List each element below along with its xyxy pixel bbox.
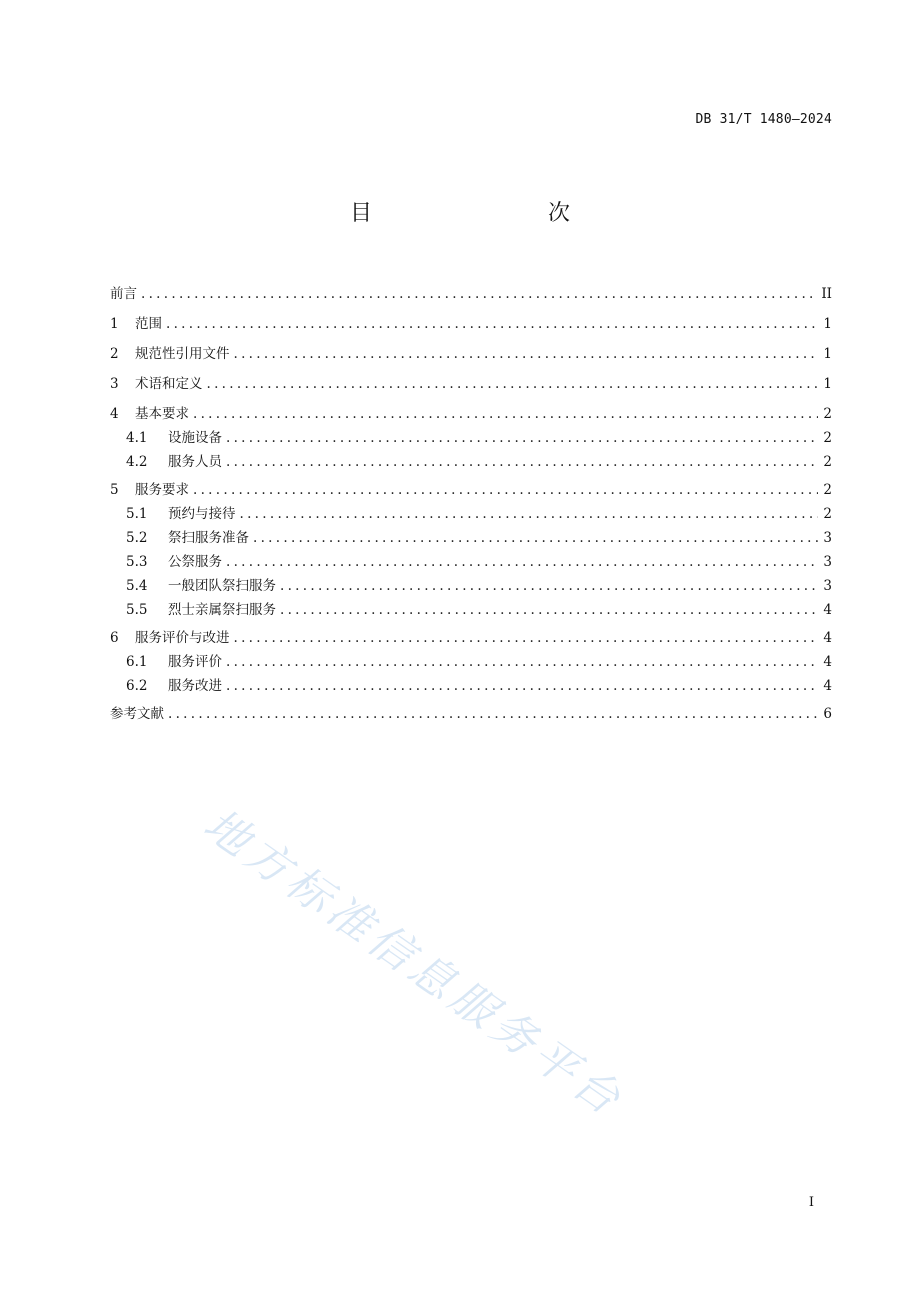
- toc-entry-number: 1: [110, 316, 119, 332]
- toc-leader-dots: [280, 602, 818, 618]
- toc-entry-basic-requirements[interactable]: [110, 402, 832, 422]
- toc-entry-label: 基本要求: [135, 406, 189, 422]
- toc-entry-label: 参考文献: [110, 706, 164, 722]
- toc-entry-page: 3: [823, 578, 832, 594]
- toc-entry-page: 3: [823, 554, 832, 570]
- toc-entry-page: 2: [823, 506, 832, 522]
- toc-leader-dots: [226, 654, 818, 670]
- toc-entry-label: 服务人员: [168, 454, 222, 470]
- toc-entry-terms-definitions[interactable]: [110, 372, 832, 392]
- toc-leader-dots: [207, 376, 819, 392]
- page-title: 目 次: [349, 201, 614, 226]
- standard-number: DB 31/T 1480—2024: [695, 112, 832, 127]
- toc-entry-page: 2: [823, 482, 832, 498]
- toc-entry-number: 3: [110, 376, 119, 392]
- toc-entry-family-service[interactable]: [110, 598, 832, 618]
- toc-entry-bibliography[interactable]: [110, 702, 832, 722]
- toc-entry-number: 4.2: [126, 454, 148, 470]
- toc-entry-label: 预约与接待: [168, 506, 236, 522]
- toc-entry-number: 4.1: [126, 430, 148, 446]
- page-number: I: [808, 1195, 814, 1210]
- toc-leader-dots: [240, 506, 819, 522]
- toc-entry-service-requirements[interactable]: [110, 478, 832, 498]
- toc-entry-page: II: [821, 286, 832, 302]
- toc-entry-label: 范围: [135, 316, 162, 332]
- toc-entry-number: 5.5: [126, 602, 148, 618]
- toc-entry-page: 2: [823, 454, 832, 470]
- toc-entry-public-memorial[interactable]: [110, 550, 832, 570]
- toc-leader-dots: [253, 530, 818, 546]
- toc-entry-label: 一般团队祭扫服务: [168, 578, 276, 594]
- toc-entry-label: 烈士亲属祭扫服务: [168, 602, 276, 618]
- toc-leader-dots: [226, 430, 818, 446]
- toc-leader-dots: [193, 482, 818, 498]
- toc-entry-label: 服务要求: [135, 482, 189, 498]
- toc-entry-number: 6.1: [126, 654, 148, 670]
- toc-leader-dots: [226, 678, 818, 694]
- toc-leader-dots: [226, 554, 818, 570]
- toc-entry-number: 6: [110, 630, 119, 646]
- toc-entry-page: 6: [823, 706, 832, 722]
- toc-entry-label: 服务评价: [168, 654, 222, 670]
- toc-entry-page: 1: [823, 316, 832, 332]
- toc-entry-number: 2: [110, 346, 119, 362]
- watermark: 地方标准信息服务平台: [194, 799, 634, 1128]
- toc-entry-number: 5: [110, 482, 119, 498]
- toc-entry-scope[interactable]: [110, 312, 832, 332]
- toc-entry-page: 4: [823, 630, 832, 646]
- toc-entry-number: 5.3: [126, 554, 148, 570]
- toc-entry-page: 2: [823, 406, 832, 422]
- toc-entry-normative-references[interactable]: [110, 342, 832, 362]
- toc-entry-label: 前言: [110, 286, 137, 302]
- toc-entry-service-staff[interactable]: [110, 450, 832, 470]
- toc-leader-dots: [166, 316, 818, 332]
- toc-entry-service-improvement[interactable]: [110, 674, 832, 694]
- toc-entry-page: 2: [823, 430, 832, 446]
- toc-entry-number: 5.4: [126, 578, 148, 594]
- toc-entry-preface[interactable]: [110, 282, 832, 302]
- toc-entry-label: 规范性引用文件: [135, 346, 230, 362]
- toc-entry-group-service[interactable]: [110, 574, 832, 594]
- toc-entry-reservation-reception[interactable]: [110, 502, 832, 522]
- table-of-contents: [110, 282, 832, 722]
- toc-entry-service-preparation[interactable]: [110, 526, 832, 546]
- toc-entry-number: 6.2: [126, 678, 148, 694]
- toc-leader-dots: [141, 286, 817, 302]
- toc-leader-dots: [193, 406, 818, 422]
- toc-leader-dots: [226, 454, 818, 470]
- toc-entry-page: 1: [823, 376, 832, 392]
- toc-leader-dots: [280, 578, 818, 594]
- toc-entry-service-evaluation[interactable]: [110, 650, 832, 670]
- toc-entry-number: 5.1: [126, 506, 148, 522]
- toc-entry-page: 1: [823, 346, 832, 362]
- toc-entry-number: 5.2: [126, 530, 148, 546]
- toc-entry-label: 服务改进: [168, 678, 222, 694]
- toc-entry-facilities[interactable]: [110, 426, 832, 446]
- toc-entry-page: 4: [823, 602, 832, 618]
- toc-entry-label: 祭扫服务准备: [168, 530, 249, 546]
- toc-entry-number: 4: [110, 406, 119, 422]
- toc-leader-dots: [168, 706, 818, 722]
- toc-leader-dots: [234, 346, 819, 362]
- toc-entry-page: 4: [823, 654, 832, 670]
- toc-entry-evaluation-improvement[interactable]: [110, 626, 832, 646]
- toc-entry-label: 服务评价与改进: [135, 630, 230, 646]
- toc-entry-page: 3: [823, 530, 832, 546]
- toc-entry-label: 设施设备: [168, 430, 222, 446]
- toc-entry-label: 术语和定义: [135, 376, 203, 392]
- toc-leader-dots: [234, 630, 819, 646]
- toc-entry-page: 4: [823, 678, 832, 694]
- toc-entry-label: 公祭服务: [168, 554, 222, 570]
